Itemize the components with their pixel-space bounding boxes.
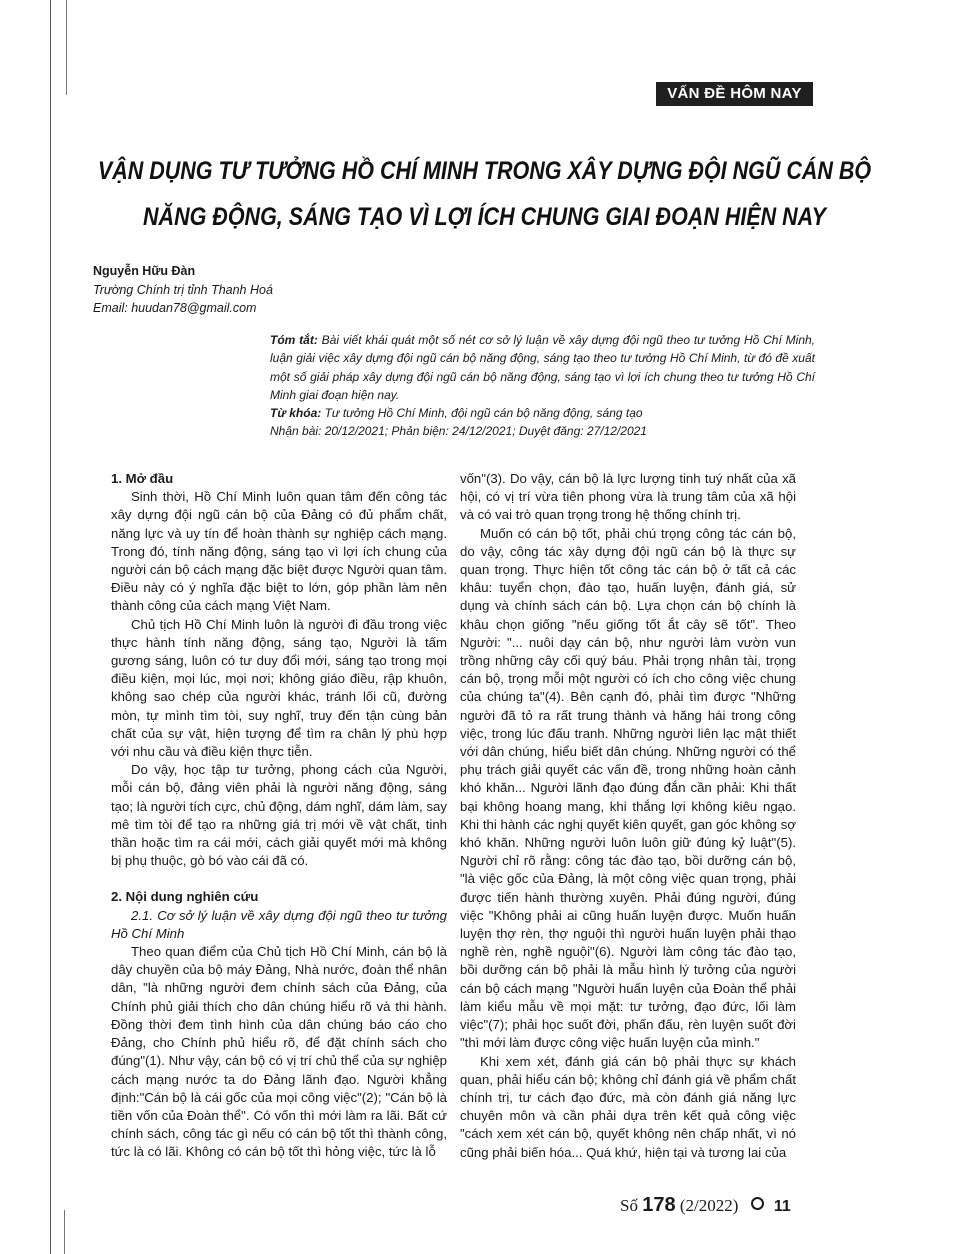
paragraph: Sinh thời, Hồ Chí Minh luôn quan tâm đến công tác xây dựng đội ngũ cán bộ của Đảng có đủ phẩm chất, năng lực và uy tín để hoàn thành sự nghiệp cách mạng. Trong đó, tính năng động, sáng tạo vì lợi ích chung của người cán bộ cách mạng đặc biệt được Người quan tâm. Điều này có ý nghĩa đặc biệt to lớn, góp phần làm nên thành công của cách mạng Việt Nam. bbox=[111, 489, 447, 614]
bullet-circle-icon bbox=[751, 1197, 764, 1210]
scan-edge-line bbox=[50, 0, 51, 1254]
abstract-summary bbox=[270, 331, 815, 404]
article-title bbox=[68, 148, 901, 240]
keywords bbox=[270, 404, 815, 422]
heading-research-content: 2. Nội dung nghiên cứu bbox=[111, 889, 259, 905]
paragraph: Do vậy, học tập tư tưởng, phong cách của Người, mỗi cán bộ, đảng viên phải là người năng động, sáng tạo; là người tích cực, chủ động, dám nghĩ, dám làm, say mê tìm tòi để tạo ra những giá trị mới về vật chất, tinh thần hoặc tìm ra cái mới, cách giải quyết mới mà không bị phụ thuộc, gò bó vào cái đã có. bbox=[111, 762, 447, 869]
article-dates: Nhận bài: 20/12/2021; Phản biện: 24/12/2021; Duyệt đăng: 27/12/2021 bbox=[270, 424, 647, 439]
paragraph: Muốn có cán bộ tốt, phải chú trọng công tác cán bộ, do vậy, công tác xây dựng đội ngũ cán bộ là thực sự quan trọng. Thực hiện tốt công tác cán bộ ở tất cả các khâu: tuyển chọn, đào tạo, huấn luyện, đánh giá, sử dụng và chính sách cán bộ. Lựa chọn cán bộ chính là khâu chọn giống "nếu giống tốt ắt cây sẽ tốt". Theo Người: "... nuôi dạy cán bộ, như người làm vườn vun trồng những cây cối quý báu. Phải trọng nhân tài, trọng cán bộ, trọng mỗi một người có ích cho công việc chung của chúng ta"(4). Bên cạnh đó, phải tìm được "Những người đã tỏ ra rất trung thành và hăng hái trong công việc, trong lúc đấu tranh. Những người liên lạc mật thiết với dân chúng, hiểu biết dân chúng. Những người có thể phụ trách giải quyết các vấn đề, trong những hoàn cảnh khó khăn... Người lãnh đạo đúng đắn cần phải: Khi thất bại không hoang mang, khi thắng lợi không kiêu ngạo. Khi thi hành các nghị quyết kiên quyết, gan góc không sợ khó khăn. Những người luôn luôn giữ đúng kỷ luật"(5). Người chỉ rõ rằng: công tác đào tạo, bồi dưỡng cán bộ, "là việc gốc của Đảng, là một công việc quan trọng, phải được tiến hành thường xuyên. Phải đúng người, đúng việc "Không phải ai cũng huấn luyện được. Muốn huấn luyện thợ rèn, thợ nguội thì người huấn luyện phải thạo nghề rèn, nghề nguội"(6). Người làm công tác đào tạo, bồi dưỡng cán bộ phải là mẫu hình lý tưởng của người cán bộ cách mạng "Người huấn luyện của Đoàn thể phải làm kiểu mẫu về mọi mặt: tư tưởng, đạo đức, lối làm việc"(7); phải học suốt đời, phấn đấu, rèn luyện suốt đời "thì mới làm được công việc huấn luyện của mình." bbox=[460, 525, 796, 1051]
author-block bbox=[93, 262, 273, 318]
abstract-label: Tóm tắt: bbox=[270, 333, 318, 347]
spacer bbox=[111, 870, 447, 888]
heading-introduction: 1. Mở đầu bbox=[111, 471, 174, 486]
page-footer bbox=[620, 1194, 791, 1217]
scan-edge-line bbox=[64, 1210, 65, 1254]
abstract-block bbox=[270, 331, 815, 441]
scan-edge-line bbox=[66, 0, 67, 95]
right-column bbox=[460, 470, 796, 1162]
author-name: Nguyễn Hữu Đàn bbox=[93, 264, 196, 278]
keywords-text: Tư tưởng Hồ Chí Minh, đội ngũ cán bộ năng động, sáng tạo bbox=[324, 406, 643, 421]
paragraph: Khi xem xét, đánh giá cán bộ phải thực sự khách quan, phải hiểu cán bộ; không chỉ đánh giá về phẩm chất chính trị, tư cách đạo đức, mà còn đánh giá năng lực chuyên môn và cần phải dựa trên kết quả công việc "cách xem xét cán bộ, quyết không nên chấp nhất, vì nó cũng phải biến hóa... Quá khứ, hiện tại và tương lai của bbox=[460, 1053, 796, 1160]
section-tag: VẤN ĐỀ HÔM NAY bbox=[656, 82, 813, 106]
title-line-2: NĂNG ĐỘNG, SÁNG TẠO VÌ LỢI ÍCH CHUNG GIAI ĐOẠN HIỆN NAY bbox=[143, 203, 826, 231]
keywords-label: Từ khóa: bbox=[270, 406, 322, 421]
title-line-1: VẬN DỤNG TƯ TƯỞNG HỒ CHÍ MINH TRONG XÂY DỰNG ĐỘI NGŨ CÁN BỘ bbox=[97, 157, 872, 185]
issue-number: 178 bbox=[642, 1194, 676, 1216]
page-number: 11 bbox=[773, 1198, 791, 1215]
left-column bbox=[111, 470, 447, 1162]
footer-so: Số bbox=[620, 1196, 638, 1215]
author-affiliation: Trường Chính trị tỉnh Thanh Hoá bbox=[93, 282, 273, 297]
author-email: Email: huudan78@gmail.com bbox=[93, 301, 257, 315]
paragraph: Theo quan điểm của Chủ tịch Hồ Chí Minh, cán bộ là dây chuyền của bộ máy Đảng, Nhà nước, đoàn thể nhân dân, "là những người đem chính sách của Đảng, của Chính phủ giải thích cho dân chúng hiểu rõ và thi hành. Đồng thời đem tình hình của dân chúng báo cáo cho Đảng, cho Chính phủ hiểu rõ, để đặt chính sách cho đúng"(1). Như vậy, cán bộ có vị trí chủ thể của sự nghiệp cách mạng nước ta do Đảng lãnh đạo. Người khẳng định:"Cán bộ là cái gốc của mọi công việc"(2); "Cán bộ là tiền vốn của Đoàn thể". Có vốn thì mới làm ra lãi. Bất cứ chính sách, công tác gì nếu có cán bộ tốt thì thành công, tức là có lãi. Không có cán bộ tốt thì hỏng việc, tức là lỗ bbox=[111, 944, 447, 1160]
paragraph: vốn"(3). Do vậy, cán bộ là lực lượng tinh tuý nhất của xã hội, có vị trí vừa tiên phong vừa là trung tâm của xã hội và có vai trò quan trọng trong hệ thống chính trị. bbox=[460, 471, 796, 523]
paragraph: Chủ tịch Hồ Chí Minh luôn là người đi đầu trong việc thực hành tính năng động, sáng tạo, Người là tấm gương sáng, luôn có tư duy đổi mới, sáng tạo trong mọi điều kiện, mọi lúc, mọi nơi; không giáo điều, rập khuôn, không sao chép của người khác, tránh lối cũ, đường mòn, tự mình tìm tòi, suy nghĩ, truy đến tận cùng bản chất của sự vật, hiện tượng để tìm ra chân lý phù hợp với nhu cầu và điều kiện thực tiễn. bbox=[111, 616, 447, 760]
abstract-text: Bài viết khái quát một số nét cơ sở lý luận về xây dựng đội ngũ theo tư tưởng Hồ Chí Minh, luận giải việc xây dựng đội ngũ cán bộ năng động, sáng tạo theo tư tưởng Hồ Chí Minh, từ đó đề xuất một số giải pháp xây dựng đội ngũ cán bộ năng động, sáng tạo vì lợi ích chung theo tư tưởng Hồ Chí Minh giai đoạn hiện nay. bbox=[270, 333, 815, 402]
subheading-theory: 2.1. Cơ sở lý luận về xây dựng đội ngũ theo tư tưởng Hồ Chí Minh bbox=[111, 907, 447, 941]
issue-date: (2/2022) bbox=[679, 1196, 739, 1215]
